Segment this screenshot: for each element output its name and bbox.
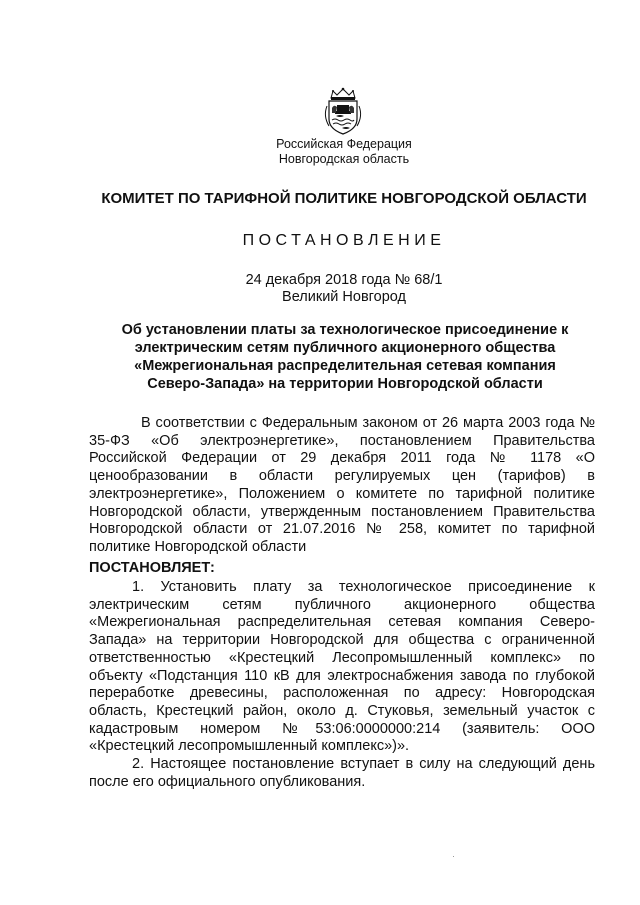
header-region: Новгородская область [278, 152, 410, 166]
title-line: «Межрегиональная распределительная сетевая компания [134, 358, 556, 374]
title-line: Северо-Запада» на территории Новгородской области [147, 376, 543, 392]
resolves-heading: ПОСТАНОВЛЯЕТ: [89, 560, 215, 576]
document-type: ПОСТАНОВЛЕНИЕ [242, 232, 446, 249]
committee-name: КОМИТЕТ ПО ТАРИФНОЙ ПОЛИТИКЕ НОВГОРОДСКОЙ ОБЛАСТИ [101, 190, 587, 207]
document-date-number: 24 декабря 2018 года № 68/1 [245, 272, 443, 288]
title-line: Об установлении платы за технологическое присоединение к [121, 322, 569, 338]
title-line: электрическим сетям публичного акционерного общества [134, 340, 556, 356]
novgorod-coat-of-arms-icon [313, 86, 373, 136]
scan-speck [453, 856, 454, 857]
document-title [85, 321, 605, 393]
resolution-item-2: 2. Настоящее постановление вступает в силу на следующий день после его официального опубликования. [89, 756, 595, 790]
preamble-paragraph: В соответствии с Федеральным законом от 26 марта 2003 года № 35-ФЗ «Об электроэнергетике», постановлением Правительства Российской Федерации от 29 декабря 2011 года № 1178 «О ценообразовании в области регулируемых цен (тарифов) в электроэнергетике», Положением о комитете по тарифной политике Новгородской области, утвержденным постановлением Правительства Новгородской области от 21.07.2016 № 258, комитет по тарифной политике Новгородской области [89, 415, 595, 555]
document-city: Великий Новгород [282, 289, 406, 305]
resolution-item-1: 1. Установить плату за технологическое присоединение к электрическим сетям публичного акционерного общества «Межрегиональная распределительная сетевая компания Северо-Запада» на территории Новгородской для общества с ограниченной ответственностью «Крестецкий Лесопромышленный комплекс» по объекту «Подстанция 110 кВ для электроснабжения завода по глубокой переработке древесины, расположенная по адресу: Новгородская область, Крестецкий район, около д. Стуковья, земельный участок с кадастровым номером №53:06:0000000:214 (заявитель: ООО «Крестецкий лесопромышленный комплекс»)». [89, 579, 595, 755]
header-country: Российская Федерация [276, 137, 412, 151]
